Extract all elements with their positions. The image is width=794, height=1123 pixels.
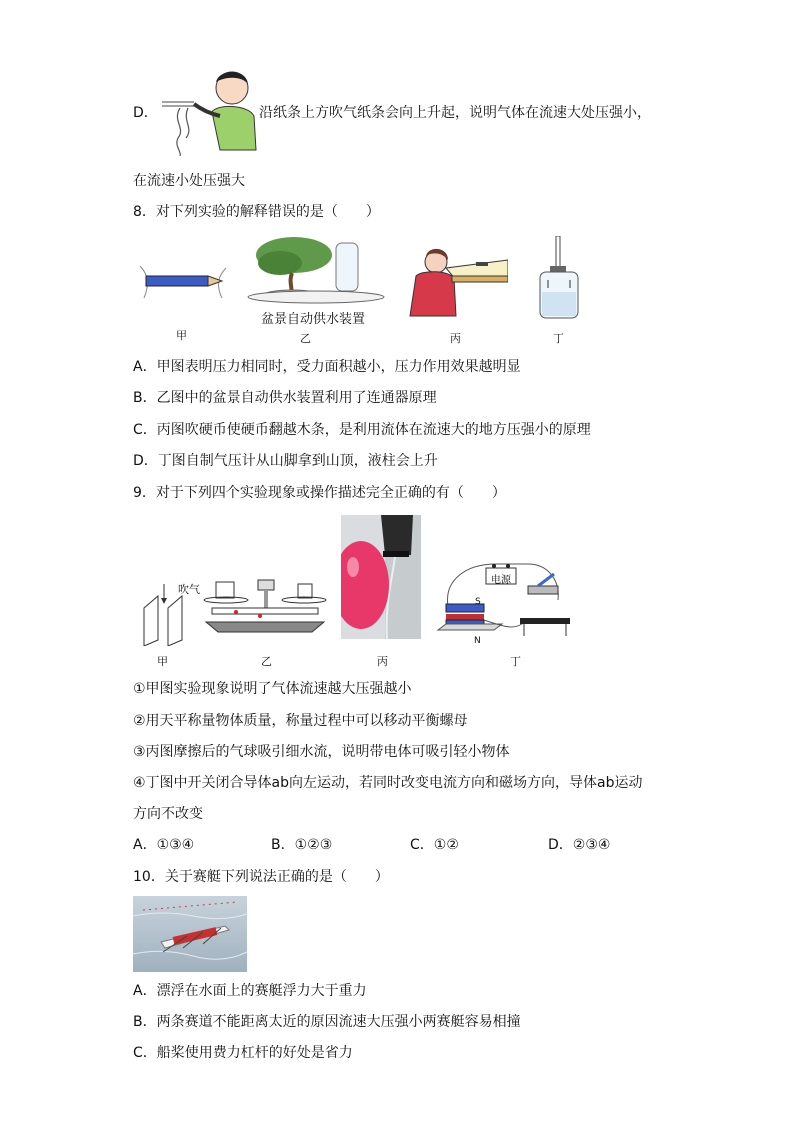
q9-caption-power: 电源 bbox=[491, 575, 511, 586]
q9-caption-s: S bbox=[475, 597, 481, 607]
homemade-barometer-figure bbox=[532, 236, 586, 322]
q7-option-d-letter: D． bbox=[133, 105, 158, 121]
q9-caption-jia: 甲 bbox=[157, 655, 168, 668]
q9-statement-2: ②用天平称量物体质量，称量过程中可以移动平衡螺母 bbox=[133, 713, 468, 729]
q8-caption-ding: 丁 bbox=[553, 332, 564, 345]
q9-caption-yi: 乙 bbox=[261, 655, 272, 668]
q9-statement-1: ①甲图实验现象说明了气体流速越大压强越小 bbox=[133, 681, 412, 697]
q8-caption-jia: 甲 bbox=[176, 329, 187, 342]
q8-option-a: A．甲图表明压力相同时，受力面积越小，压力作用效果越明显 bbox=[133, 359, 521, 375]
q10-option-a: A．漂浮在水面上的赛艇浮力大于重力 bbox=[133, 983, 367, 999]
q9-option-b: B．①②③ bbox=[271, 837, 333, 853]
q10-option-c: C．船桨使用费力杠杆的好处是省力 bbox=[133, 1045, 353, 1061]
q9-option-c: C．①② bbox=[410, 837, 459, 853]
q9-statement-4-continued: 方向不改变 bbox=[133, 806, 203, 822]
q9-caption-n: N bbox=[474, 636, 481, 646]
q10-option-b: B．两条赛道不能距离太近的原因流速大压强小两赛艇容易相撞 bbox=[133, 1014, 521, 1030]
blowing-coin-over-bar-figure bbox=[404, 246, 508, 318]
q8-caption-bing: 丙 bbox=[450, 332, 461, 345]
q8-stem: 8．对下列实验的解释错误的是（ ） bbox=[133, 204, 380, 220]
q10-stem: 10．关于赛艇下列说法正确的是（ ） bbox=[133, 869, 389, 885]
balance-scale-figure bbox=[202, 578, 328, 636]
q9-option-d: D．②③④ bbox=[548, 837, 611, 853]
charged-balloon-water-stream-figure bbox=[341, 515, 421, 639]
q9-statement-3: ③丙图摩擦后的气球吸引细水流，说明带电体可吸引轻小物体 bbox=[133, 744, 510, 760]
q9-caption-ding: 丁 bbox=[510, 655, 521, 668]
q8-caption-yi: 乙 bbox=[300, 332, 311, 345]
q9-caption-bing: 丙 bbox=[377, 655, 388, 668]
q8-option-b: B．乙图中的盆景自动供水装置利用了连通器原理 bbox=[133, 390, 437, 406]
q9-statement-4: ④丁图中开关闭合导体ab向左运动，若同时改变电流方向和磁场方向，导体ab运动 bbox=[133, 775, 643, 791]
q7-option-d-continued: 在流速小处压强大 bbox=[133, 173, 245, 189]
q8-option-d: D．丁图自制气压计从山脚拿到山顶，液柱会上升 bbox=[133, 453, 438, 469]
q9-option-a: A．①③④ bbox=[133, 837, 195, 853]
q8-option-c: C．丙图吹硬币使硬币翻越木条，是利用流体在流速大的地方压强小的原理 bbox=[133, 422, 591, 438]
pencil-pressed-between-fingers-figure bbox=[138, 262, 228, 302]
q9-caption-blow: 吹气 bbox=[178, 583, 200, 596]
q8-caption-yi-label: 盆景自动供水装置 bbox=[261, 312, 366, 327]
bonsai-water-supply-figure bbox=[244, 233, 386, 305]
q7-option-d-text: 沿纸条上方吹气纸条会向上升起，说明气体在流速大处压强小， bbox=[259, 105, 651, 121]
q9-stem: 9．对于下列四个实验现象或操作描述完全正确的有（ ） bbox=[133, 485, 506, 501]
rowing-boat-photo bbox=[133, 896, 247, 972]
boy-blowing-paper-figure bbox=[150, 66, 262, 156]
